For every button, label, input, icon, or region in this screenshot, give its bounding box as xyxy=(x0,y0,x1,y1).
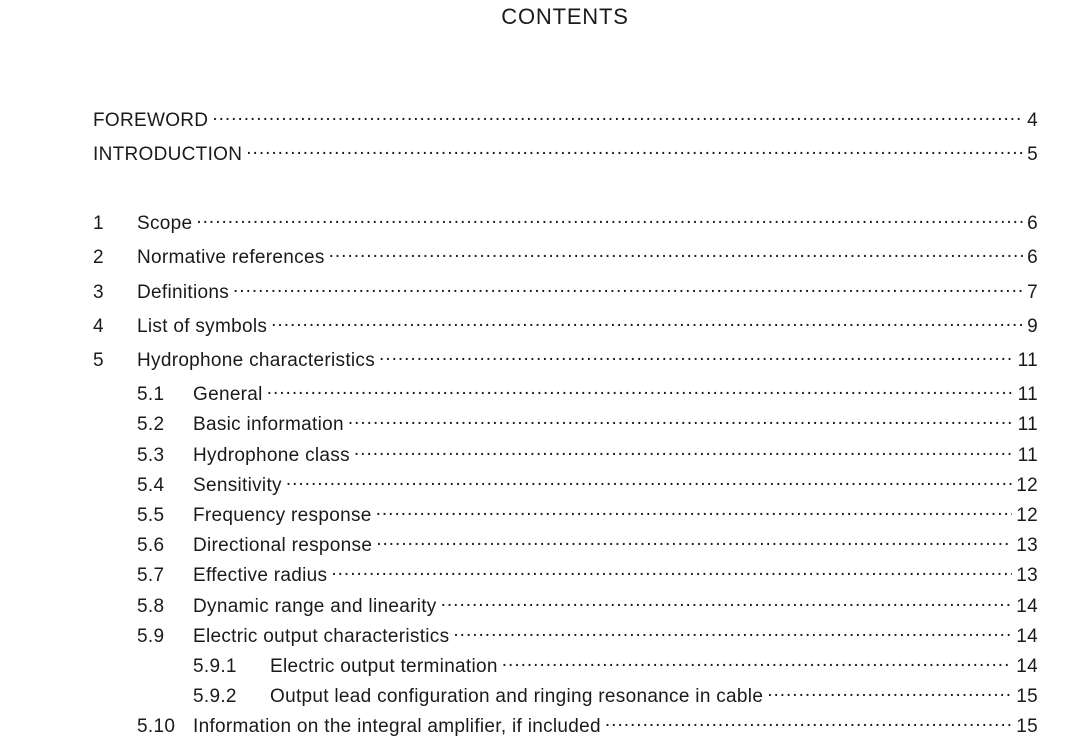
toc-entry-label: Hydrophone class xyxy=(193,445,350,466)
toc-entry-label: Definitions xyxy=(137,282,230,303)
toc-section-number: 5.6 xyxy=(137,535,165,556)
dot-leader xyxy=(376,499,1013,521)
toc-section-number: 5 xyxy=(93,350,104,371)
dot-leader xyxy=(233,276,1023,298)
toc-page-number: 9 xyxy=(1027,316,1038,337)
toc-entry-foreword[interactable] xyxy=(93,104,1038,130)
toc-entry-subsection-5-10[interactable] xyxy=(137,710,1038,736)
toc-page-number: 4 xyxy=(1027,110,1038,131)
toc-section-number: 5.4 xyxy=(137,475,165,496)
toc-entry-subsection-5-6[interactable] xyxy=(137,529,1038,555)
toc-page-number: 15 xyxy=(1016,716,1038,737)
toc-entry-label: Electric output characteristics xyxy=(193,626,450,647)
toc-entry-introduction[interactable] xyxy=(93,138,1038,164)
dot-leader xyxy=(196,207,1023,229)
toc-section-number: 4 xyxy=(93,316,104,337)
toc-entry-label: Effective radius xyxy=(193,565,328,586)
toc-entry-subsection-5-3[interactable] xyxy=(137,439,1038,465)
toc-entry-subsection-5-9[interactable] xyxy=(137,620,1038,646)
toc-entry-subsection-5-1[interactable] xyxy=(137,378,1038,404)
dot-leader xyxy=(271,310,1023,332)
dot-leader xyxy=(212,104,1023,126)
dot-leader xyxy=(329,241,1024,263)
toc-entry-subsection-5-5[interactable] xyxy=(137,499,1038,525)
dot-leader xyxy=(286,469,1012,491)
toc-page-number: 11 xyxy=(1017,384,1038,405)
toc-section-number: 5.9 xyxy=(137,626,165,647)
toc-entry-subsection-5-2[interactable] xyxy=(137,408,1038,434)
dot-leader xyxy=(246,138,1023,160)
dot-leader xyxy=(379,344,1014,366)
toc-entry-label: FOREWORD xyxy=(93,110,209,131)
dot-leader xyxy=(348,408,1014,430)
toc-entry-label: Information on the integral amplifier, if included xyxy=(193,716,601,737)
toc-page-number: 14 xyxy=(1016,596,1038,617)
toc-entry-label: Hydrophone characteristics xyxy=(137,350,376,371)
toc-entry-label: Sensitivity xyxy=(193,475,282,496)
toc-page-number: 5 xyxy=(1027,144,1038,165)
toc-section-number: 5.9.1 xyxy=(193,656,237,677)
toc-section-number: 5.7 xyxy=(137,565,165,586)
dot-leader xyxy=(502,650,1013,672)
dot-leader xyxy=(453,620,1012,642)
toc-page-number: 14 xyxy=(1016,656,1038,677)
toc-page-number: 7 xyxy=(1027,282,1038,303)
toc-entry-label: INTRODUCTION xyxy=(93,144,243,165)
toc-entry-label: Basic information xyxy=(193,414,344,435)
toc-entry-label: List of symbols xyxy=(137,316,268,337)
toc-entry-label: Electric output termination xyxy=(270,656,498,677)
toc-entry-section-5[interactable] xyxy=(93,344,1038,370)
toc-page-number: 11 xyxy=(1017,414,1038,435)
toc-section-number: 5.5 xyxy=(137,505,165,526)
toc-entry-label: Frequency response xyxy=(193,505,372,526)
toc-section-number: 5.10 xyxy=(137,716,176,737)
toc-page-number: 6 xyxy=(1027,213,1038,234)
toc-page-number: 12 xyxy=(1016,505,1038,526)
toc-page-number: 11 xyxy=(1017,350,1038,371)
toc-entry-subsection-5-9-2[interactable] xyxy=(193,680,1038,706)
toc-entry-subsection-5-9-1[interactable] xyxy=(193,650,1038,676)
dot-leader xyxy=(605,710,1012,732)
toc-entry-label: Output lead configuration and ringing resonance in cable xyxy=(270,686,764,707)
page-title: CONTENTS xyxy=(501,4,629,29)
toc-page-number: 11 xyxy=(1017,445,1038,466)
toc-entry-section-3[interactable] xyxy=(93,276,1038,302)
toc-entry-subsection-5-4[interactable] xyxy=(137,469,1038,495)
toc-section-number: 5.2 xyxy=(137,414,165,435)
toc-page-number: 13 xyxy=(1016,535,1038,556)
toc-entry-label: Normative references xyxy=(137,247,325,268)
toc-section-number: 3 xyxy=(93,282,104,303)
toc-section-number: 1 xyxy=(93,213,104,234)
toc-page-number: 6 xyxy=(1027,247,1038,268)
dot-leader xyxy=(354,439,1014,461)
toc-entry-section-2[interactable] xyxy=(93,241,1038,267)
dot-leader xyxy=(441,590,1013,612)
toc-entry-label: Dynamic range and linearity xyxy=(193,596,437,617)
toc-section-number: 5.8 xyxy=(137,596,165,617)
dot-leader xyxy=(267,378,1014,400)
dot-leader xyxy=(331,559,1012,581)
toc-section-number: 5.9.2 xyxy=(193,686,237,707)
dot-leader xyxy=(767,680,1012,702)
toc-section-number: 2 xyxy=(93,247,104,268)
toc-entry-subsection-5-8[interactable] xyxy=(137,590,1038,616)
toc-page-number: 15 xyxy=(1016,686,1038,707)
toc-entry-label: Scope xyxy=(137,213,193,234)
toc-entry-label: General xyxy=(193,384,263,405)
toc-entry-subsection-5-7[interactable] xyxy=(137,559,1038,585)
toc-page-number: 13 xyxy=(1016,565,1038,586)
toc-page-number: 14 xyxy=(1016,626,1038,647)
dot-leader xyxy=(376,529,1012,551)
toc-page-number: 12 xyxy=(1016,475,1038,496)
toc-section-number: 5.3 xyxy=(137,445,165,466)
toc-section-number: 5.1 xyxy=(137,384,165,405)
toc-entry-section-4[interactable] xyxy=(93,310,1038,336)
toc-entry-label: Directional response xyxy=(193,535,373,556)
toc-entry-section-1[interactable] xyxy=(93,207,1038,233)
